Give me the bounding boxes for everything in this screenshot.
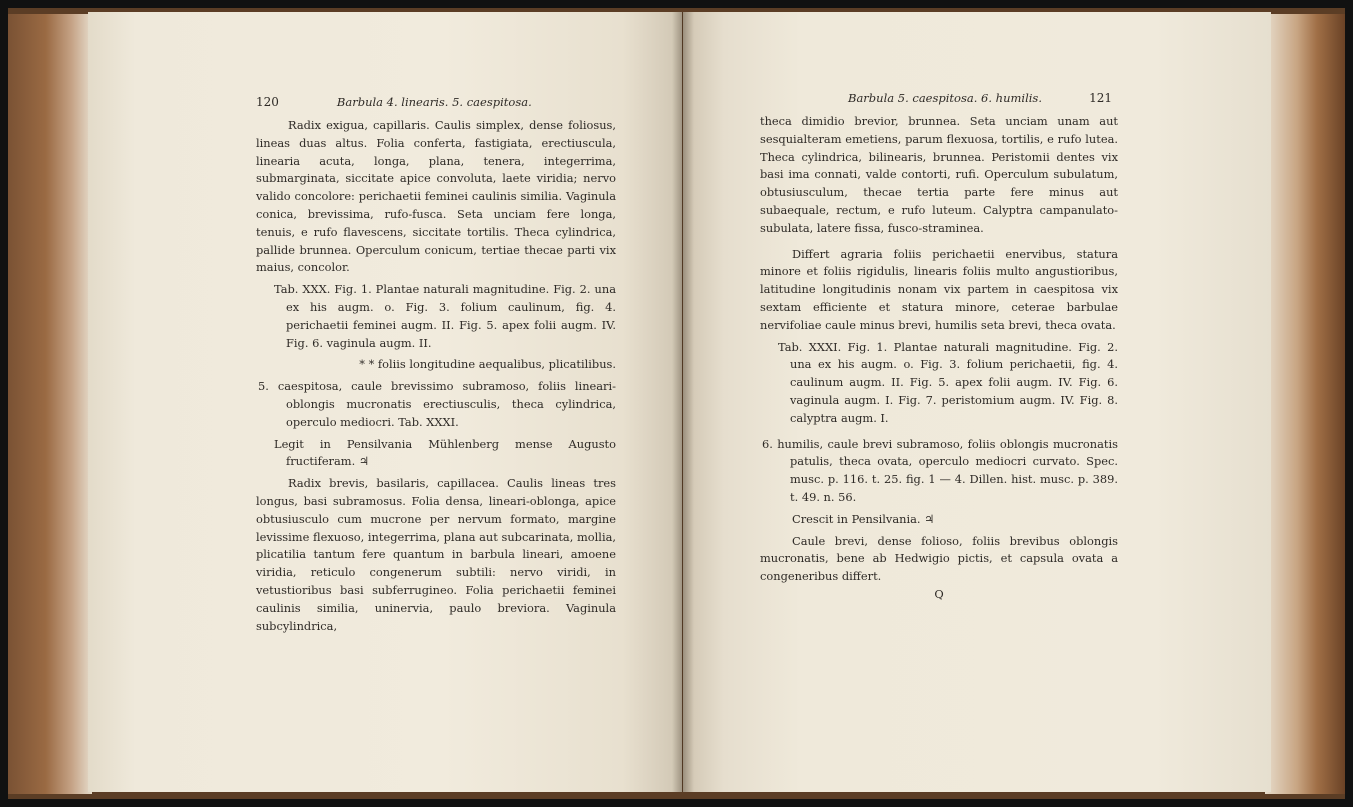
left-page-edges [8,14,92,794]
species-diagnosis: 6. humilis, caule brevi subramoso, foliis oblongis mucronatis patulis, theca ovata, operculo mediocri curvato. Spec. musc. p. 116. t. 25. fig. 1 — 4. Dillen. hist. musc. p. 389. t. 49. n. 56. [762,436,1118,504]
left-page-header [256,94,616,114]
paragraph: Differt agraria foliis perichaetii enervibus, statura minore et foliis rigidulis, linearis foliis multo angustioribus, latitudine longitudinis nonam vix partem in caespitosa vix sextam efficiente et statura minore, ceterae barbulae nervifoliae caule minus brevi, humilis seta brevi, theca ovata. [760,246,1118,332]
paragraph: Radix brevis, basilaris, capillacea. Caulis lineas tres longus, basi subramosus. Folia densa, lineari-oblonga, apice obtusiusculo cum mucrone per nervum formato, margine levissime flexuoso, integerrima, plana aut subcarinata, mollia, plicatilia tantum fere quantum in barbula lineari, amoene viridia, reticulo congenerum subtili: nervo viridi, in vetustioribus basi subferrugineo. Folia perichaetii feminei caulinis similia, uninervia, paulo breviora. Vaginula subcylindrica, [256,476,616,633]
page-number-left: 120 [256,95,279,109]
right-page-header [760,90,1118,110]
plate-caption: Tab. XXXI. Fig. 1. Plantae naturali magnitudine. Fig. 2. una ex his augm. o. Fig. 3. folium perichaetii, fig. 4. caulinum augm. II. Fig. 5. apex folii augm. IV. Fig. 6. vaginula augm. I. Fig. 7. peristomium augm. IV. Fig. 8. calyptra augm. I. [778,339,1118,425]
right-page-edges [1265,14,1345,794]
running-head-right: Barbula 5. caespitosa. 6. humilis. [848,91,1042,105]
locality-note: Legit in Pensilvania Mühlenberg mense Augusto fructiferam. ♃ [274,436,616,469]
paragraph: theca dimidio brevior, brunnea. Seta unciam unam aut sesquialteram emetiens, parum flexuosa, tortilis, e rufo lutea. Theca cylindrica, bilinearis, brunnea. Peristomii dentes vix basi ima connati, valde contorti, rufi. Operculum subulatum, obtusiusculum, thecae tertia parte fere minus aut subaequale, rectum, e rufo luteum. Calyptra campanulato-subulata, latere fissa, fusco-straminea. [760,114,1118,235]
locality-note: Crescit in Pensilvania. ♃ [792,511,935,526]
signature-mark: Q [934,586,944,601]
paragraph: Caule brevi, dense folioso, foliis brevibus oblongis mucronatis, bene ab Hedwigio pictis, et capsula ovata a congeneribus differt. [760,533,1118,584]
plate-caption: Tab. XXX. Fig. 1. Plantae naturali magnitudine. Fig. 2. una ex his augm. o. Fig. 3. folium caulinum, fig. 4. perichaetii feminei augm. II. Fig. 5. apex folii augm. IV. Fig. 6. vaginula augm. II. [274,282,616,350]
species-diagnosis: 5. caespitosa, caule brevissimo subramoso, foliis lineari-oblongis mucronatis erectiusculis, theca cylindrica, operculo mediocri. Tab. XXXI. [258,379,616,429]
left-page-text [256,94,616,635]
book-gutter [672,12,694,792]
page-number-right: 121 [1089,91,1112,105]
paragraph: Radix exigua, capillaris. Caulis simplex, dense foliosus, lineas duas altus. Folia conferta, fastigiata, erectiuscula, linearia acuta, longa, plana, tenera, integerrima, submarginata, siccitate apice convoluta, laete viridia; nervo valido concolore: perichaetii feminei caulinis similia. Vaginula conica, brevissima, rufo-fusca. Seta unciam fere longa, tenuis, e rufo flavescens, siccitate tortilis. Theca cylindrica, pallide brunnea. Operculum conicum, tertiae thecae parti vix maius, concolor. [256,118,616,275]
section-heading: * * foliis longitudine aequalibus, plicatilibus. [359,357,616,372]
right-page-text [760,90,1118,604]
running-head-left: Barbula 4. linearis. 5. caespitosa. [336,95,532,109]
